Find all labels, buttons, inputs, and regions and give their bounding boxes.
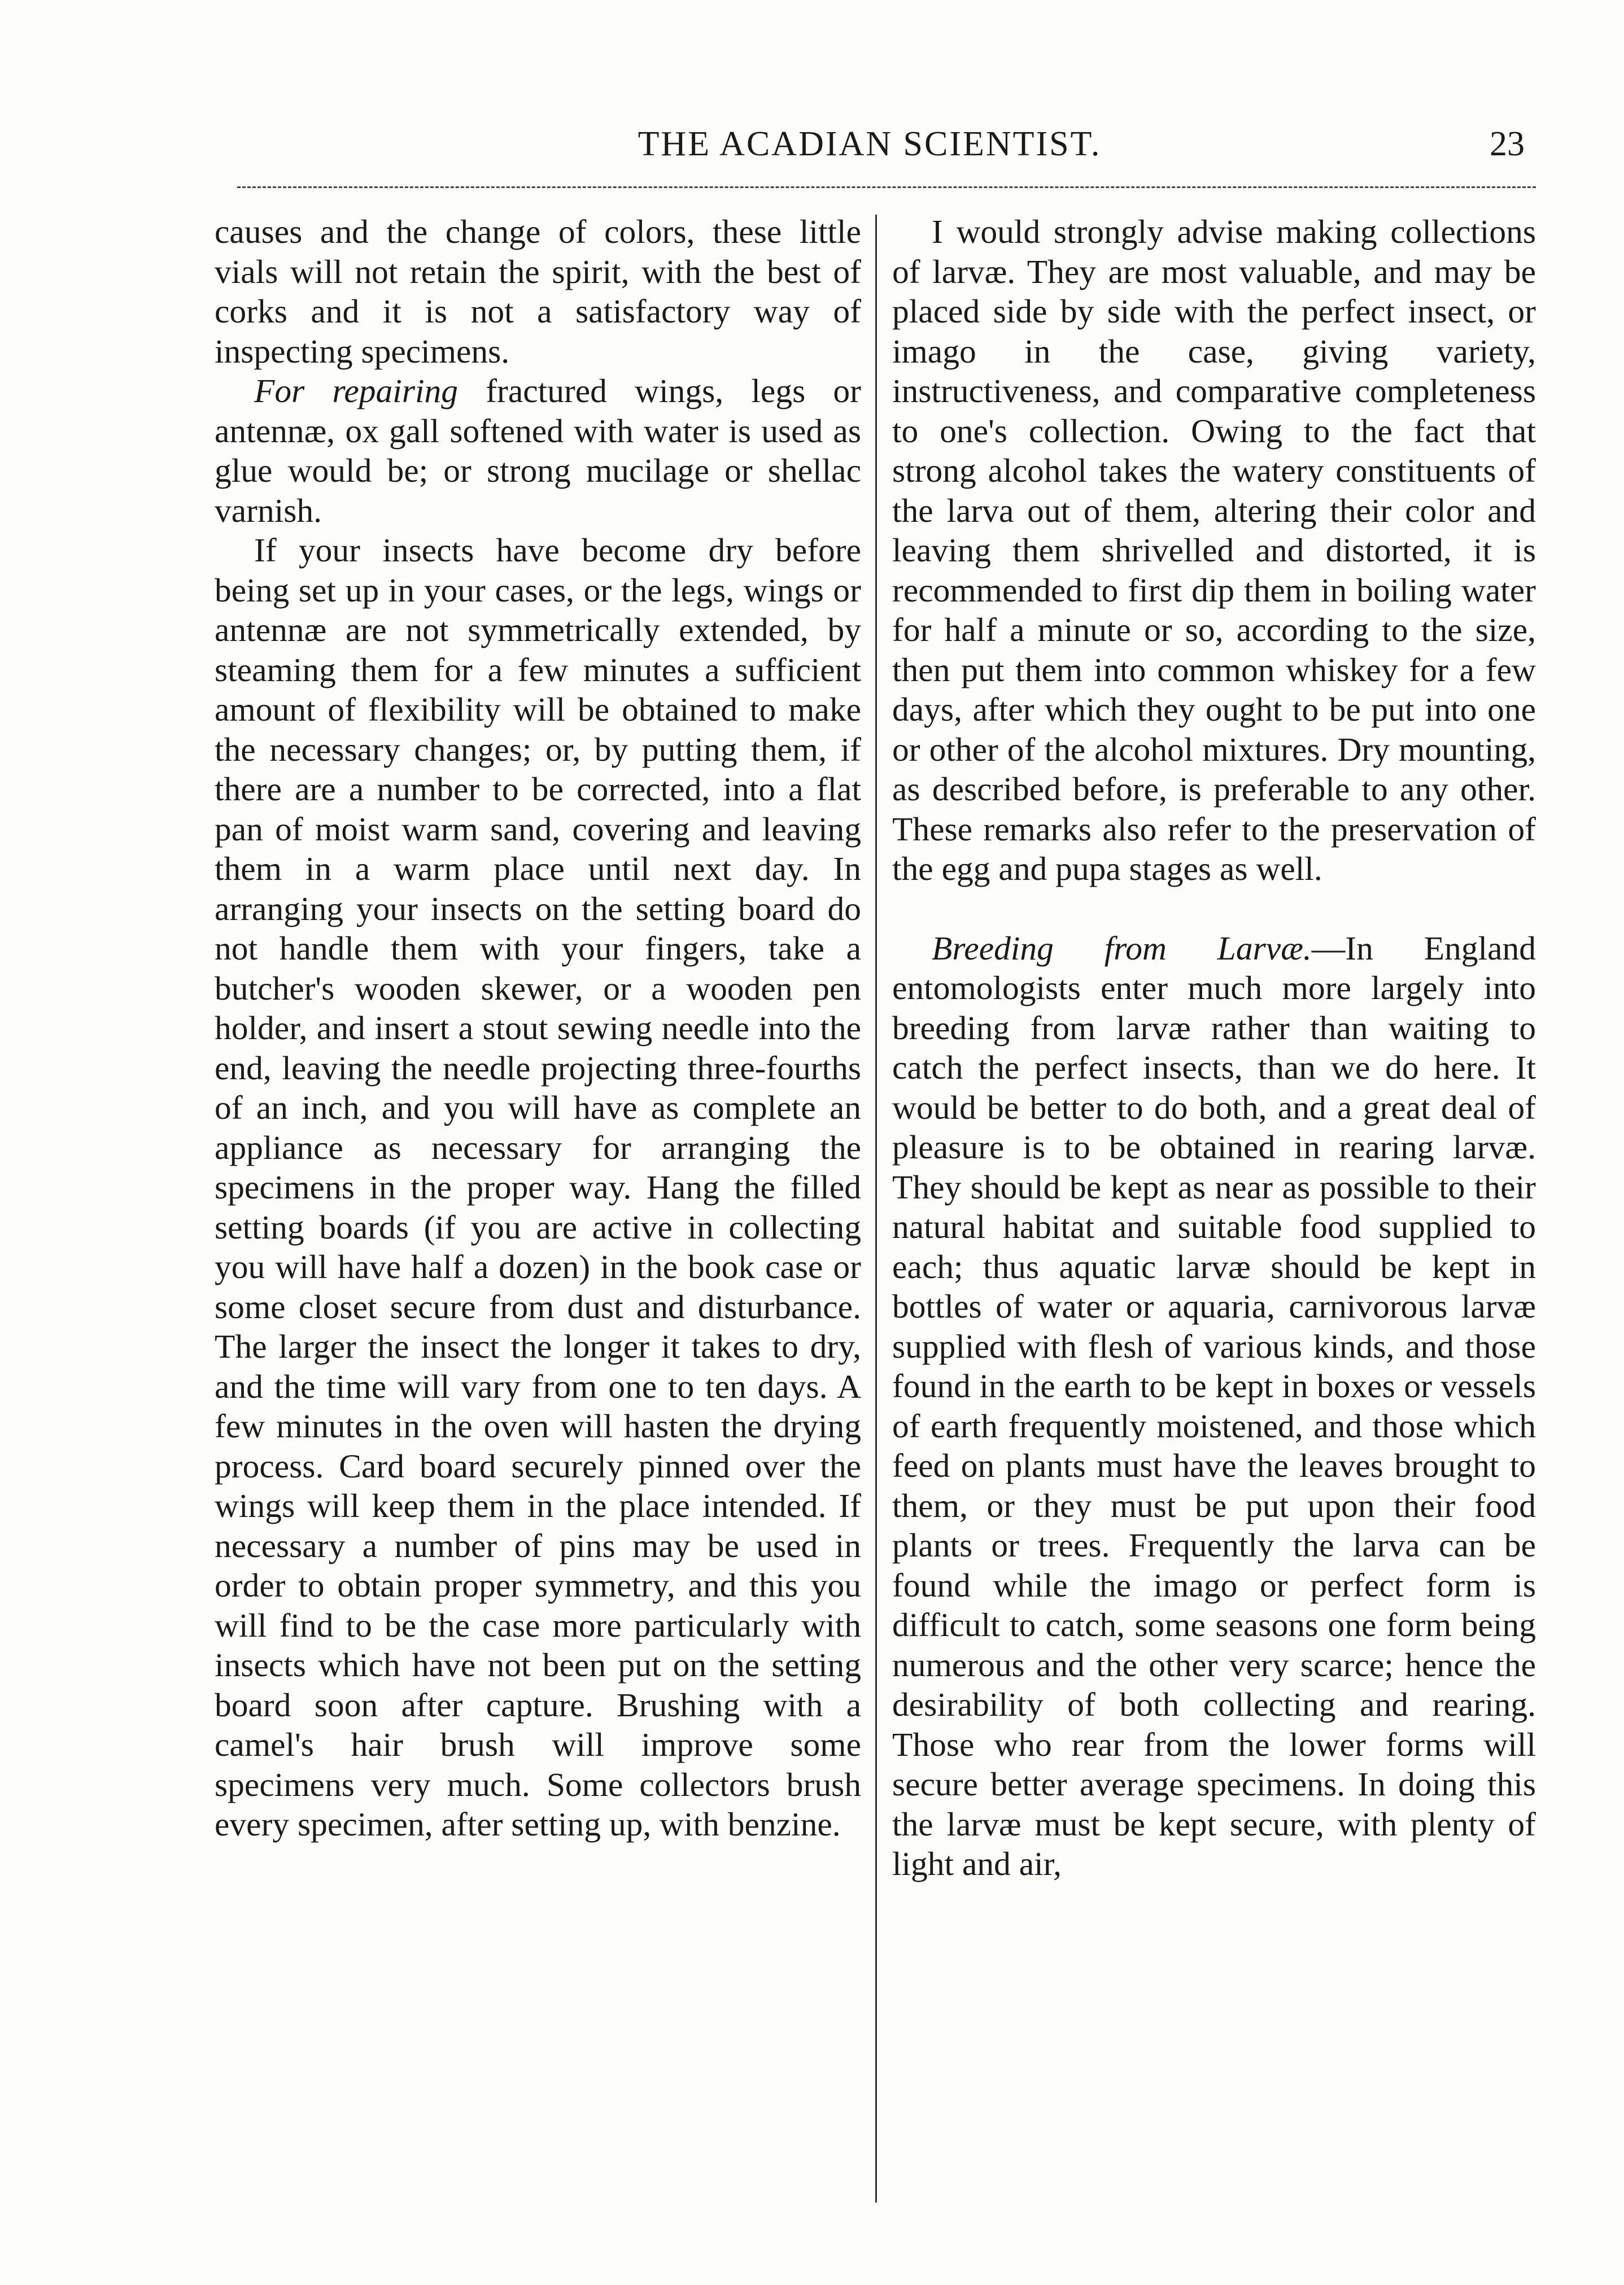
page-number: 23 [1490,125,1525,163]
header-rule [237,186,1536,188]
left-paragraph-3: If your insects have become dry before being set up in your cases, or the legs, wings or antennæ are not symmetrically extended, by steaming them for a few minutes a sufficient amount of flexibility will be obtained to make the necessary changes; or, by putting them, if there are a number to be corrected, into a flat pan of moist warm sand, covering and leaving them in a warm place until next day. In arranging your insects on the setting board do not handle them with your fingers, take a butcher's wooden skewer, or a wooden pen holder, and insert a stout sewing needle into the end, leaving the needle projecting three-fourths of an inch, and you will have as complete an appliance as necessary for arranging the specimens in the proper way. Hang the filled setting boards (if you are active in collecting you will have half a dozen) in the book case or some closet secure from dust and disturbance. The larger the insect the longer it takes to dry, and the time will vary from one to ten days. A few minutes in the oven will hasten the drying process. Card board securely pinned over the wings will keep them in the place intended. If necessary a number of pins may be used in order to obtain proper symmetry, and this you will find to be the case more particularly with insects which have not been put on the setting board soon after capture. Brushing with a camel's hair brush will improve some specimens very much. Some collectors brush every specimen, after setting up, with benzine. [215,531,861,1843]
right-paragraph-1: I would strongly advise making collections of larvæ. They are most valuable, and may be placed side by side with the perfect insect, or imago in the case, giving variety, instructiveness, and comparative completeness to one's collection. Owing to the fact that strong alcohol takes the watery constituents of the larva out of them, altering their color and leaving them shrivelled and distorted, it is recommended to first dip them in boiling water for half a minute or so, according to the size, then put them into common whiskey for a few days, after which they ought to be put into one or other of the alcohol mixtures. Dry mounting, as described before, is preferable to any other. These remarks also refer to the preservation of the egg and pupa stages as well. [892,213,1536,887]
column-divider [875,215,877,2203]
right-column [892,212,1536,1884]
left-paragraph-2-body: fractured wings, legs or antennæ, ox gall softened with water is used as glue would be; or strong mucilage or shellac varnish. [215,372,861,529]
right-paragraph-2 [892,928,1536,1884]
left-paragraph-2-lead: For repairing [254,372,459,409]
breeding-heading: Breeding from Larvæ. [932,929,1312,967]
journal-title: THE ACADIAN SCIENTIST. [638,125,1102,163]
right-paragraph-2-body: —In England entomologists enter much more largely into breeding from larvæ rather than waiting to catch the perfect insects, than we do here. It would be better to do both, and a great deal of pleasure is to be obtained in rearing larvæ. They should be kept as near as possible to their natural habitat and suitable food supplied to each; thus aquatic larvæ should be kept in bottles of water or aquaria, carnivorous larvæ supplied with flesh of various kinds, and those found in the earth to be kept in boxes or vessels of earth frequently moistened, and those which feed on plants must have the leaves brought to them, or they must be put upon their food plants or trees. Frequently the larva can be found while the imago or perfect form is difficult to catch, some seasons one form being numerous and the other very scarce; hence the desirability of both collecting and rearing. Those who rear from the lower forms will secure better average specimens. In doing this the larvæ must be kept secure, with plenty of light and air, [892,929,1536,1882]
left-paragraph-2 [215,371,861,530]
left-column [215,212,861,1844]
running-header [215,124,1525,169]
left-paragraph-1: causes and the change of colors, these little vials will not retain the spirit, with the best of corks and it is not a satisfactory way of inspecting specimens. [215,213,861,370]
